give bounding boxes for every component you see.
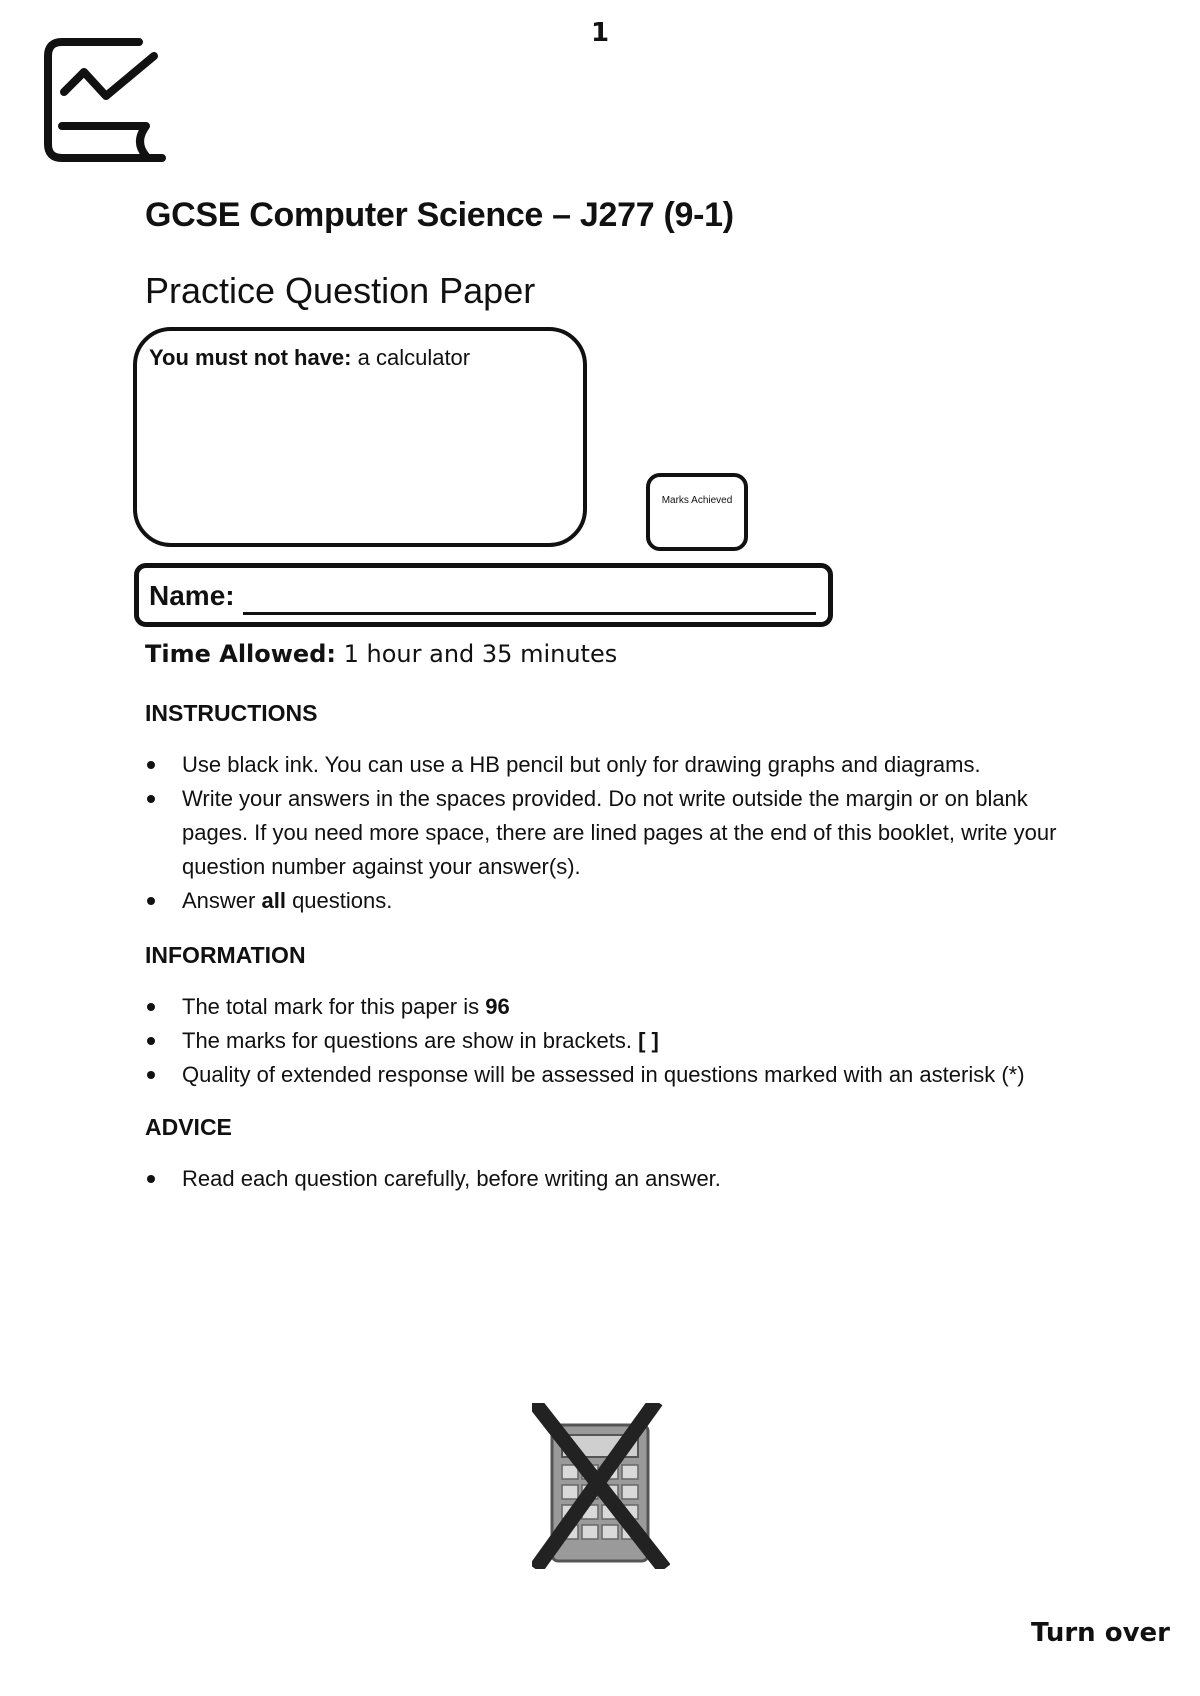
information-item: The total mark for this paper is 96 <box>145 990 1065 1024</box>
time-allowed <box>145 640 617 668</box>
information-heading: INFORMATION <box>145 942 306 968</box>
chart-book-logo-icon <box>42 36 174 172</box>
name-input-line[interactable] <box>243 612 816 615</box>
name-label: Name: <box>149 580 235 611</box>
time-allowed-value: 1 hour and 35 minutes <box>335 640 618 668</box>
turn-over-label: Turn over <box>1030 1618 1170 1648</box>
advice-list <box>145 1162 1065 1196</box>
information-item: The marks for questions are show in brackets. [ ] <box>145 1024 1065 1058</box>
advice-heading: ADVICE <box>145 1114 232 1140</box>
equipment-label: You must not have: <box>149 345 352 370</box>
instruction-item: Write your answers in the spaces provided. Do not write outside the margin or on blank pages. If you need more space, there are lined pages at the end of this booklet, write your question number against your answer(s). <box>145 782 1065 884</box>
time-allowed-label: Time Allowed: <box>145 640 336 668</box>
marks-achieved-label: Marks Achieved <box>661 495 733 506</box>
information-item: Quality of extended response will be assessed in questions marked with an asterisk (*) <box>145 1058 1065 1092</box>
advice-item: Read each question carefully, before writing an answer. <box>145 1162 1065 1196</box>
instruction-item: Use black ink. You can use a HB pencil but only for drawing graphs and diagrams. <box>145 748 1065 782</box>
paper-title: GCSE Computer Science – J277 (9-1) <box>145 196 734 234</box>
instructions-list <box>145 748 1065 918</box>
no-calculator-icon <box>532 1403 670 1569</box>
equipment-box <box>133 327 587 547</box>
page-number: 1 <box>590 18 610 48</box>
instruction-item: Answer all questions. <box>145 884 1065 918</box>
name-field-box[interactable] <box>134 563 833 627</box>
marks-achieved-box[interactable] <box>646 473 748 551</box>
equipment-value: a calculator <box>351 345 471 370</box>
information-list <box>145 990 1065 1092</box>
paper-subtitle: Practice Question Paper <box>145 270 536 311</box>
instructions-heading: INSTRUCTIONS <box>145 700 318 726</box>
equipment-note <box>149 345 470 371</box>
